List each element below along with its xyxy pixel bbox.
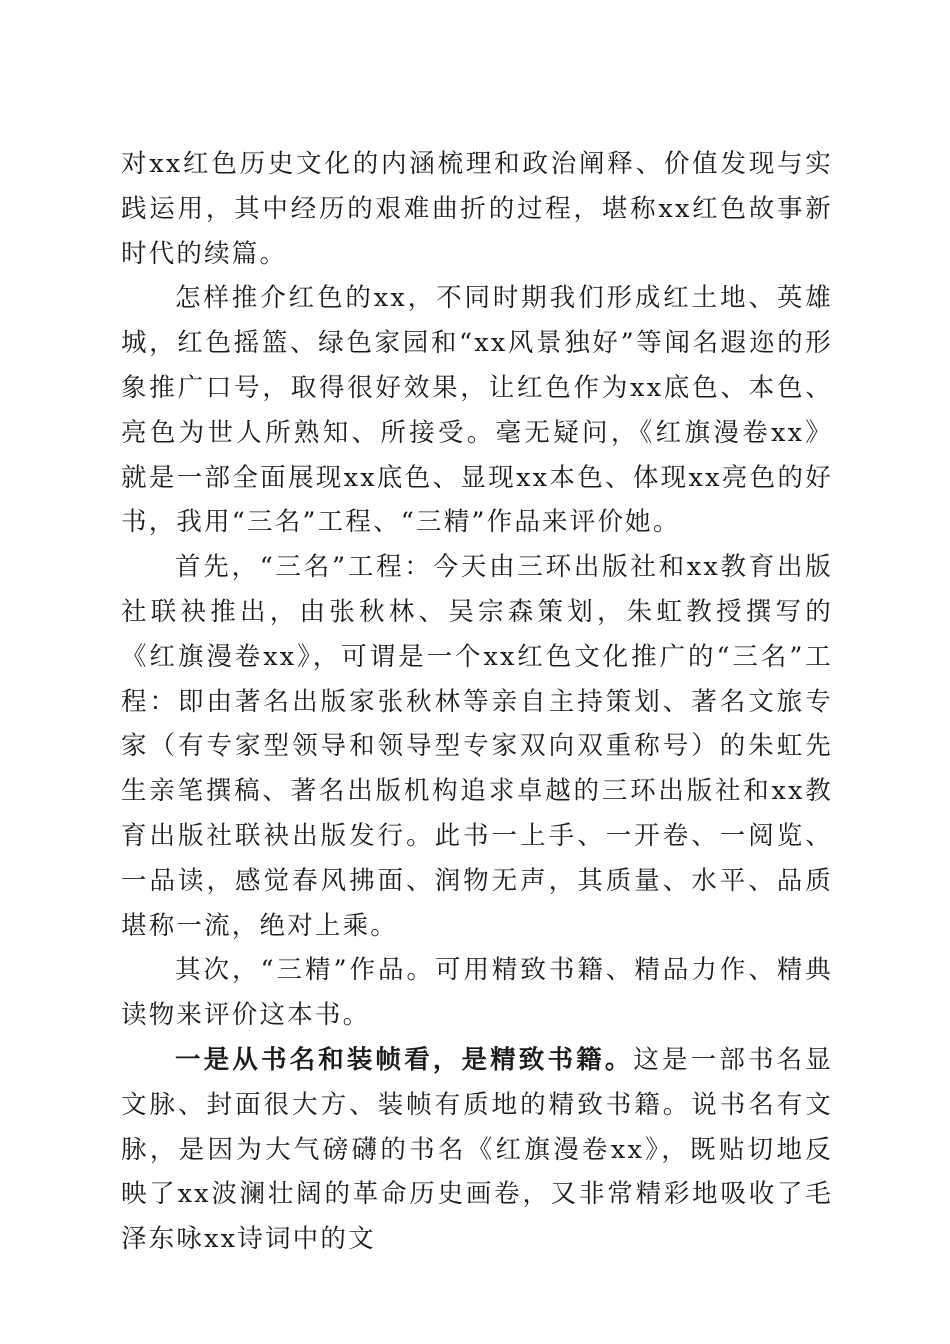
paragraph-5-text: 这是一部书名显文脉、封面很大方、装帧有质地的精致书籍。说书名有文脉，是因为大气磅礴的书名《红旗漫卷xx》，既贴切地反映了xx波澜壮阔的革命历史画卷，又非常精彩地吸收了毛泽东咏xx诗词中的文 [121,1044,834,1255]
paragraph-1-text: 对xx红色历史文化的内涵梳理和政治阐释、价值发现与实践运用，其中经历的艰难曲折的过程，堪称xx红色故事新时代的续篇。 [121,149,833,269]
paragraph-4 [121,948,833,1038]
paragraph-5-lead: 一是从书名和装帧看，是精致书籍。 [175,1044,634,1075]
paragraph-5 [121,1038,833,1262]
paragraph-2-text: 怎样推介红色的xx，不同时期我们形成红土地、英雄城，红色摇篮、绿色家园和“xx风景独好”等闻名遐迩的形象推广口号，取得很好效果，让红色作为xx底色、本色、亮色为世人所熟知、所接受。毫无疑问，《红旗漫卷xx》就是一部全面展现xx底色、显现xx本色、体现xx亮色的好书，我用“三名”工程、“三精”作品来评价她。 [121,283,833,538]
document-body [121,142,833,1262]
paragraph-3-text: 首先，“三名”工程：今天由三环出版社和xx教育出版社联袂推出，由张秋林、吴宗森策划，朱虹教授撰写的《红旗漫卷xx》，可谓是一个xx红色文化推广的“三名”工程：即由著名出版家张秋林等亲自主持策划、著名文旅专家（有专家型领导和领导型专家双向双重称号）的朱虹先生亲笔撰稿、著名出版机构追求卓越的三环出版社和xx教育出版社联袂出版发行。此书一上手、一开卷、一阅览、一品读，感觉春风拂面、润物无声，其质量、水平、品质堪称一流，绝对上乘。 [121,552,833,941]
paragraph-2 [121,276,833,545]
paragraph-4-text: 其次，“三精”作品。可用精致书籍、精品力作、精典读物来评价这本书。 [121,955,833,1031]
paragraph-3 [121,545,833,948]
paragraph-1 [121,142,833,276]
